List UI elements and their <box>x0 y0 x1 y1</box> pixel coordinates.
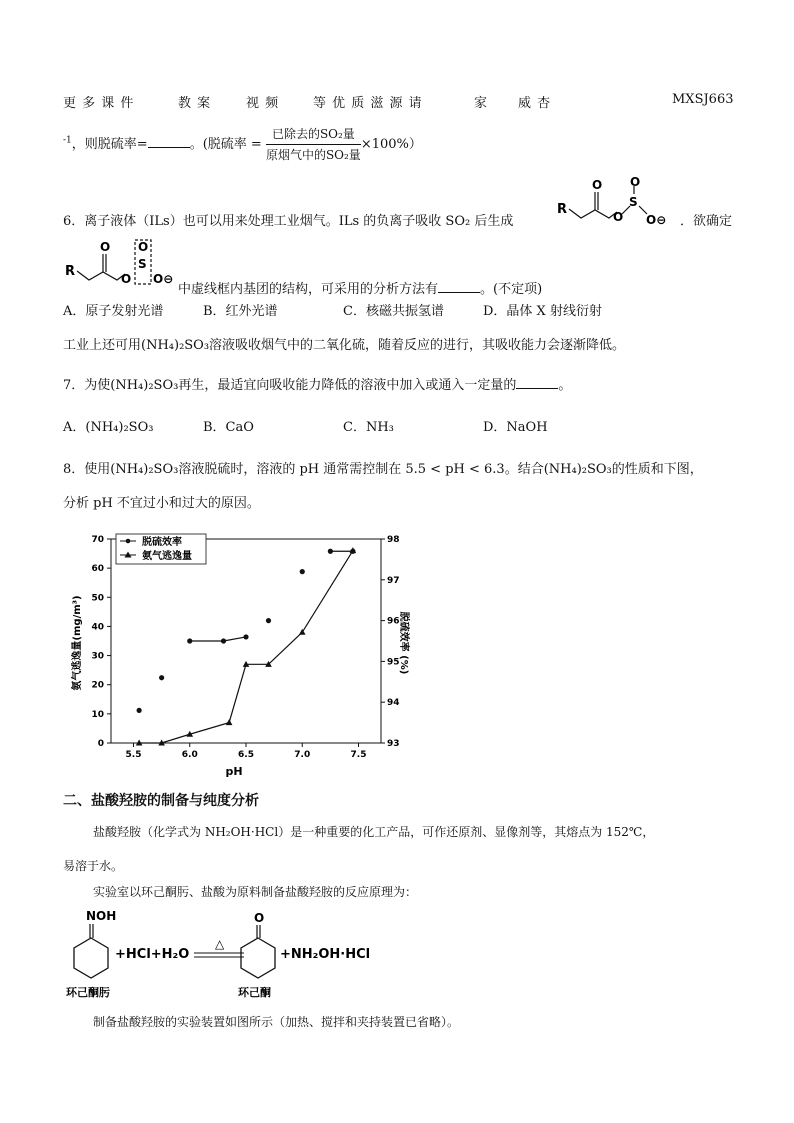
x-axis-label: pH <box>225 765 243 778</box>
q6-text-b: ．欲确定 <box>680 214 733 229</box>
hexagon-ring <box>74 938 108 978</box>
struct-o: O <box>138 240 149 254</box>
legend-circle-icon <box>126 539 131 544</box>
q8-line2: 分析 pH 不宜过小和过大的原因。 <box>63 496 260 511</box>
struct-o-minus: O⊖ <box>646 213 667 227</box>
legend-ammonia: 氨气逃逸量 <box>142 551 192 562</box>
reaction-equation <box>60 908 400 1000</box>
header-part: 威 杏 <box>518 96 552 111</box>
q6-option-d: D．晶体 X 射线衍射 <box>483 304 602 319</box>
struct-o: O <box>630 175 641 189</box>
section2-p1a: 盐酸羟胺（化学式为 NH₂OH·HCl）是一种重要的化工产品，可作还原剂、显像剂等，其熔点为 152℃， <box>93 825 655 839</box>
q7-line <box>63 376 571 396</box>
x-tick-label: 5.5 <box>125 750 142 760</box>
industry-line: 工业上还可用(NH₄)₂SO₃溶液吸收烟气中的二氧化硫，随着反应的进行，其吸收能力会逐渐降低。 <box>63 338 626 353</box>
y-right-tick-label: 98 <box>387 535 400 545</box>
ammonia-line <box>139 551 353 743</box>
desulfur-point <box>300 569 305 574</box>
y-right-tick-label: 94 <box>387 698 400 709</box>
q6-text-c: 中虚线框内基团的结构，可采用的分析方法有 <box>178 282 439 297</box>
struct-s: S <box>629 195 638 209</box>
y-right-tick-label: 93 <box>387 739 400 749</box>
desulfur-point <box>243 634 248 639</box>
x-tick-label: 7.0 <box>294 750 311 760</box>
y-left-tick-label: 40 <box>91 622 104 633</box>
struct-o: O <box>100 240 111 254</box>
header-part: 教 案 <box>178 96 212 111</box>
header-part: 更 多 课 件 <box>63 96 135 111</box>
name-ketone: 环己酮 <box>238 986 271 999</box>
q8-line1: 8．使用(NH₄)₂SO₃溶液脱硫时，溶液的 pH 通常需控制在 5.5 < pH < 6.3。结合(NH₄)₂SO₃的性质和下图， <box>63 462 703 477</box>
y-left-tick-label: 50 <box>91 593 104 604</box>
q7-option-c: C．NH₃ <box>343 420 394 435</box>
desulfur-point <box>187 638 192 643</box>
section-title: 二、盐酸羟胺的制备与纯度分析 <box>63 793 259 809</box>
name-oxime: 环己酮肟 <box>66 986 110 999</box>
x-tick-label: 6.5 <box>238 750 254 760</box>
y-left-tick-label: 10 <box>91 709 104 720</box>
answer-blank <box>516 376 558 389</box>
y-right-tick-label: 96 <box>387 616 400 627</box>
answer-blank <box>438 280 480 293</box>
answer-blank <box>148 135 190 148</box>
ester-structure-2 <box>63 238 183 296</box>
exponent: -1 <box>63 135 72 146</box>
section2-p2: 实验室以环己酮肟、盐酸为原料制备盐酸羟胺的反应原理为： <box>93 885 418 899</box>
fraction-denominator: 原烟气中的SO₂量 <box>265 148 361 162</box>
q6-option-c: C．核磁共振氢谱 <box>343 304 444 319</box>
q6-text-a: 6．离子液体（ILs）也可以用来处理工业烟气。ILs 的负离子吸收 SO₂ 后生成 <box>63 214 514 229</box>
desulfur-segment <box>224 637 247 641</box>
o-label: O <box>254 911 265 925</box>
rate-fraction <box>266 124 361 165</box>
rate-tail: ×100%） <box>360 137 422 152</box>
struct-o-minus: O⊖ <box>153 272 174 286</box>
struct-o: O <box>592 178 603 192</box>
q6-option-b: B．红外光谱 <box>203 304 278 319</box>
struct-r: R <box>557 202 568 217</box>
header-part: 家 <box>474 96 489 111</box>
y-left-tick-label: 20 <box>91 680 104 691</box>
rate-text: ，则脱硫率= <box>71 137 148 152</box>
desulfur-point <box>137 708 142 713</box>
q7-option-d: D．NaOH <box>483 420 548 435</box>
y-right-tick-label: 97 <box>387 575 400 586</box>
x-tick-label: 7.5 <box>350 750 367 760</box>
desulfur-rate-line <box>63 124 422 165</box>
reactants-plus: +HCl+H₂O <box>115 947 190 962</box>
desulfur-point <box>221 638 226 643</box>
x-tick-label: 6.0 <box>181 750 198 760</box>
y-left-label: 氨气逃逸量(mg/m³) <box>72 595 83 691</box>
ph-chart <box>64 525 409 780</box>
y-left-tick-label: 60 <box>91 564 104 575</box>
struct-r: R <box>65 264 76 279</box>
ammonia-point <box>226 719 233 725</box>
y-left-tick-label: 70 <box>91 535 104 545</box>
delta-label: △ <box>215 937 225 951</box>
products-plus: +NH₂OH·HCl <box>280 947 371 962</box>
q7-text: 7．为使(NH₄)₂SO₃再生，最适宜向吸收能力降低的溶液中加入或通入一定量的 <box>63 378 517 393</box>
struct-o: O <box>121 272 132 286</box>
y-right-label: 脱硫效率 (%) <box>398 611 409 675</box>
desulfur-point <box>266 618 271 623</box>
desulfur-point <box>159 675 164 680</box>
ester-structure-1 <box>555 176 675 236</box>
q6-option-a: A．原子发射光谱 <box>63 304 164 319</box>
section2-p1b: 易溶于水。 <box>63 859 124 873</box>
noh-label: NOH <box>86 909 117 923</box>
y-left-tick-label: 0 <box>97 739 104 749</box>
q6-text-c-line <box>178 280 542 300</box>
hexagon-ring <box>241 938 275 978</box>
rate-paren: 。(脱硫率 = <box>189 137 262 152</box>
y-right-tick-label: 95 <box>387 657 400 668</box>
legend-desulfur: 脱硫效率 <box>142 537 182 548</box>
struct-o: O <box>613 210 624 224</box>
struct-s: S <box>138 257 147 271</box>
section2-p3: 制备盐酸羟胺的实验装置如图所示（加热、搅拌和夹持装置已省略）。 <box>93 1015 460 1029</box>
desulfur-point <box>328 549 333 554</box>
q6-text-d: 。(不定项) <box>480 282 543 297</box>
header-part: 等 优 质 滋 源 请 <box>313 96 423 111</box>
fraction-numerator: 已除去的SO₂量 <box>266 124 361 145</box>
q7-option-b: B．CaO <box>203 420 254 435</box>
header-part: 视 频 <box>246 96 280 111</box>
q7-option-a: A．(NH₄)₂SO₃ <box>63 420 154 435</box>
q7-text-end: 。 <box>558 378 572 393</box>
y-left-tick-label: 30 <box>91 651 104 662</box>
header-code: MXSJ663 <box>672 92 734 107</box>
